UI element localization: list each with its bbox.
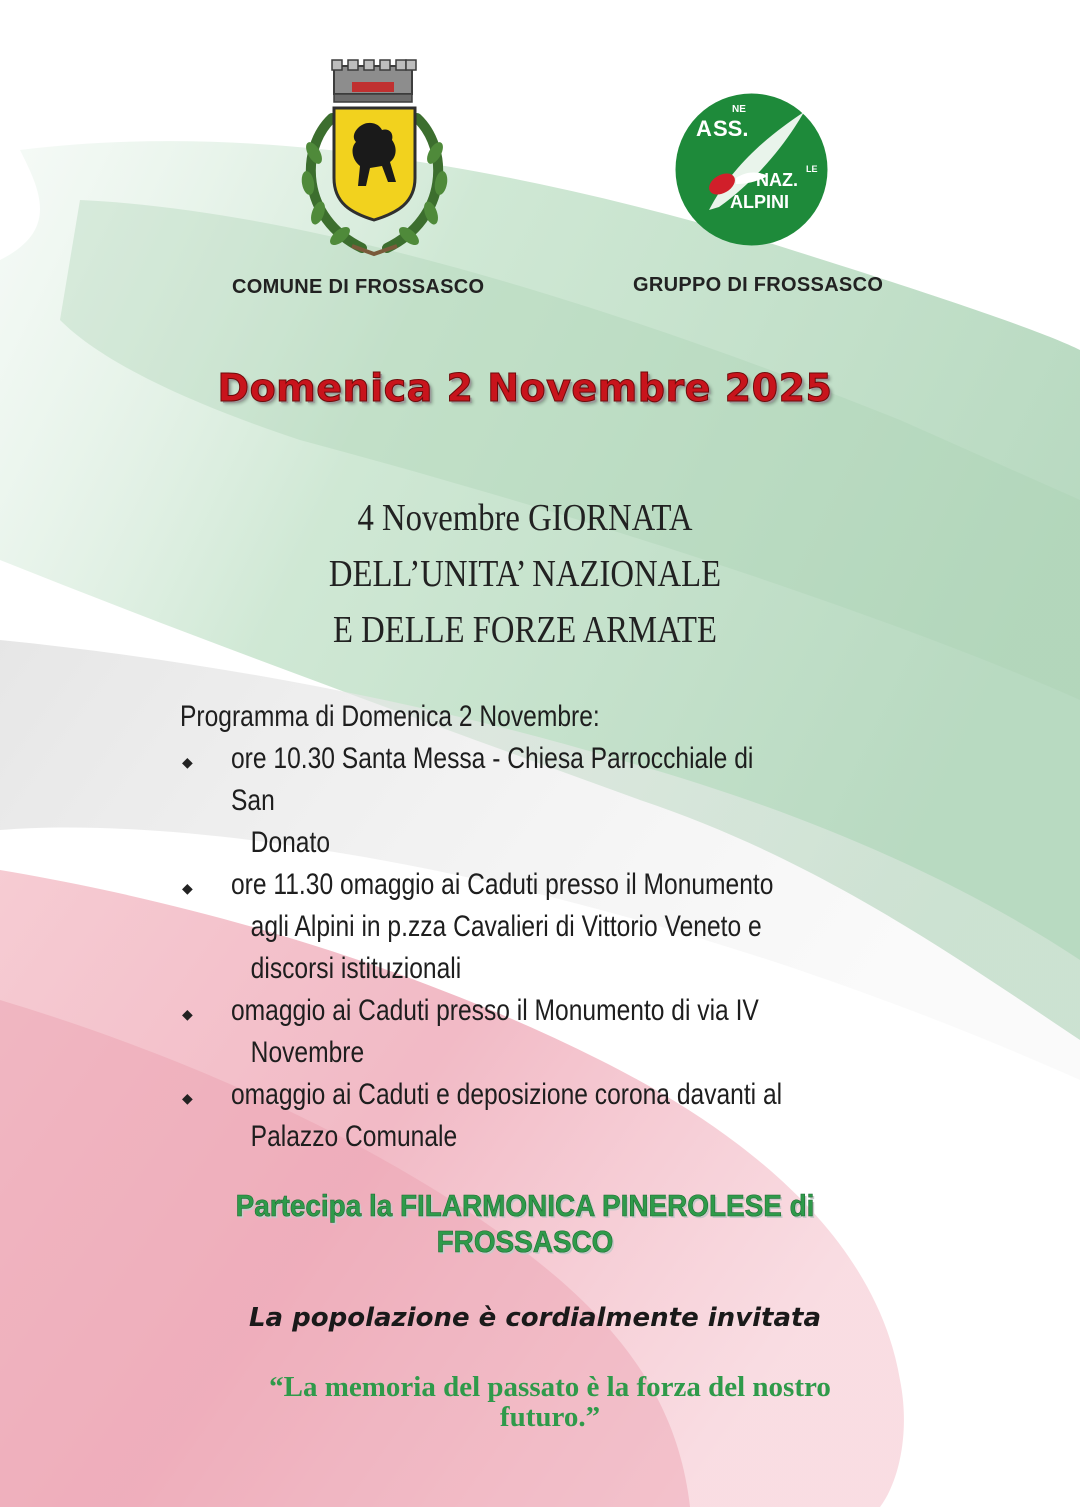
- diamond-bullet-icon: ◆: [182, 880, 193, 896]
- event-date-heading: Domenica 2 Novembre 2025: [217, 366, 833, 410]
- program-item-text: Palazzo Comunale: [250, 1120, 458, 1153]
- headline-line: DELL’UNITA’ NAZIONALE: [328, 553, 722, 595]
- municipal-coat-of-arms-icon: [292, 58, 457, 263]
- svg-text:A: A: [696, 116, 712, 141]
- headline-line: E DELLE FORZE ARMATE: [333, 609, 717, 651]
- comune-label: COMUNE DI FROSSASCO: [232, 276, 485, 298]
- diamond-bullet-icon: ◆: [182, 1006, 193, 1022]
- program-item: [180, 1074, 820, 1158]
- svg-text:NE: NE: [732, 104, 746, 115]
- band-line: FROSSASCO: [436, 1224, 614, 1259]
- diamond-bullet-icon: ◆: [182, 1090, 193, 1106]
- diamond-bullet-icon: ◆: [182, 754, 193, 770]
- program-item-text: ore 11.30 omaggio ai Caduti presso il Monumento: [231, 868, 774, 901]
- invitation-text: La popolazione è cordialmente invitata: [248, 1303, 821, 1333]
- program-item-text: omaggio ai Caduti e deposizione corona davanti al: [231, 1078, 783, 1111]
- svg-text:NAZ.: NAZ.: [756, 170, 798, 190]
- program-section: [180, 696, 820, 1158]
- program-item-text: Donato: [250, 826, 331, 859]
- program-item-text: Novembre: [250, 1036, 365, 1069]
- program-item-text: ore 10.30 Santa Messa - Chiesa Parrocchiale di San: [231, 742, 754, 817]
- gruppo-label: GRUPPO DI FROSSASCO: [633, 274, 884, 296]
- svg-text:SS.: SS.: [713, 116, 749, 141]
- quote-line: futuro.”: [499, 1401, 601, 1433]
- headline-line: 4 Novembre GIORNATA: [357, 497, 693, 539]
- svg-text:ALPINI: ALPINI: [730, 192, 790, 212]
- program-item: [180, 990, 820, 1074]
- program-item: [180, 738, 820, 864]
- program-intro: Programma di Domenica 2 Novembre:: [180, 700, 600, 733]
- band-line: Partecipa la FILARMONICA PINEROLESE di: [235, 1188, 815, 1223]
- band-announcement: [197, 1188, 854, 1260]
- quote-line: “La memoria del passato è la forza del nostro: [269, 1371, 831, 1403]
- program-item-text: omaggio ai Caduti presso il Monumento di via IV: [231, 994, 759, 1027]
- program-item: [180, 864, 820, 990]
- program-item-text: agli Alpini in p.zza Cavalieri di Vittorio Veneto e: [250, 910, 762, 943]
- program-item-text: discorsi istituzionali: [250, 952, 462, 985]
- program-list: [180, 738, 820, 1158]
- alpini-association-logo-icon: [674, 92, 829, 247]
- headline: [280, 490, 770, 658]
- svg-text:LE: LE: [806, 164, 818, 174]
- closing-quote: [200, 1372, 900, 1432]
